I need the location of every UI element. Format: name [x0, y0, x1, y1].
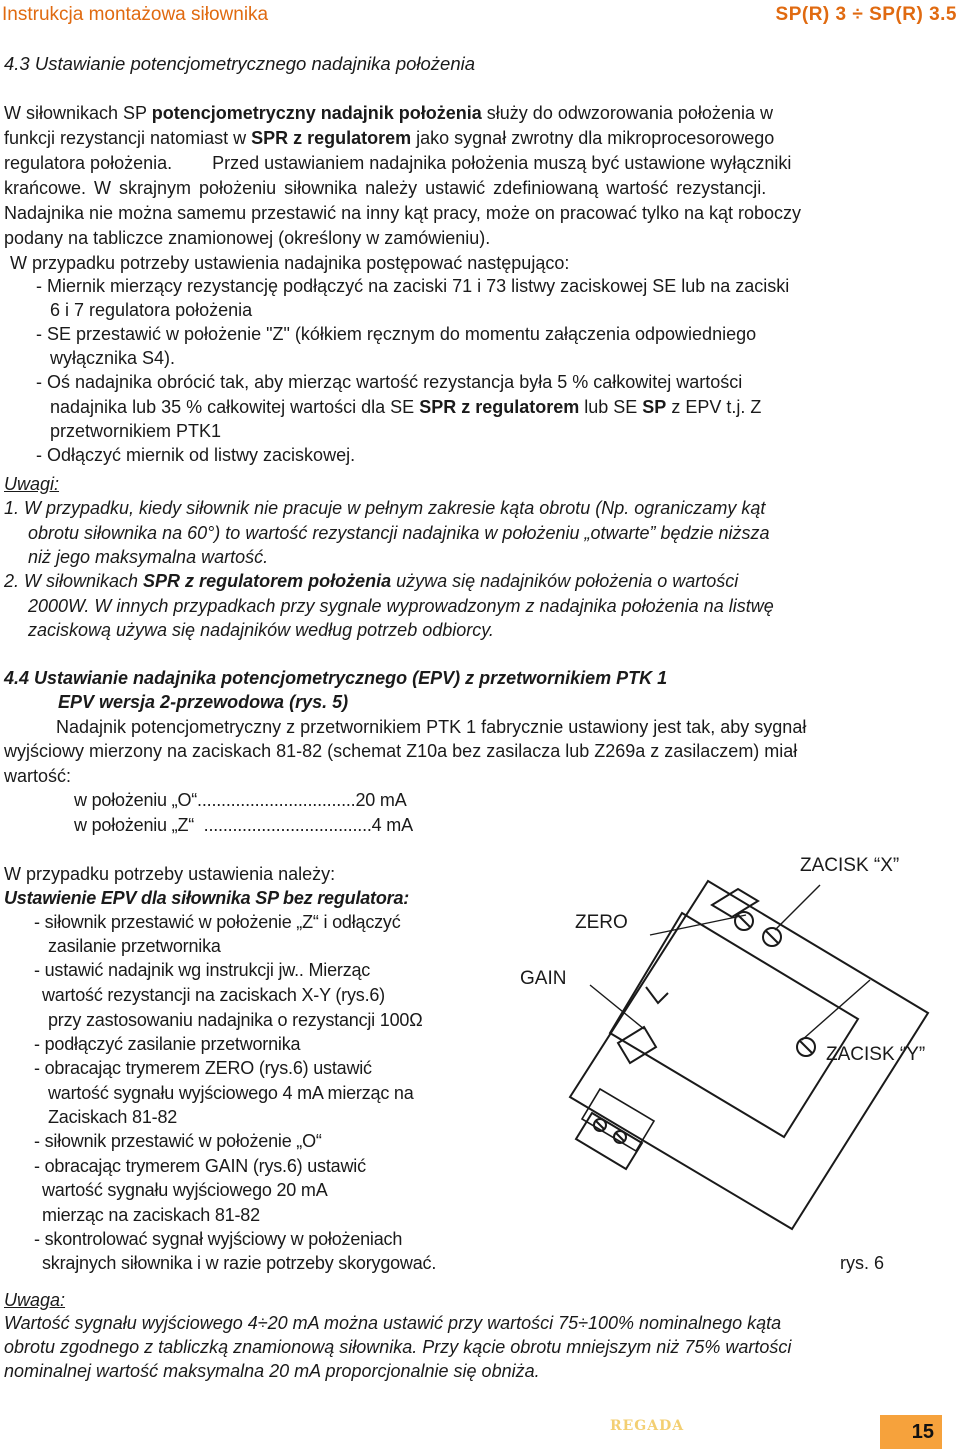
text: z EPV t.j. Z — [666, 397, 762, 417]
page-header — [0, 0, 960, 30]
epv-step-7: - skontrolować sygnał wyjściowy w położeniach — [34, 1229, 403, 1249]
uwaga-line-3: nominalnej wartość maksymalna 20 mA proporcjonalnie się obniża. — [4, 1361, 540, 1381]
bold-text: SPR z regulatorem — [419, 397, 580, 417]
uwagi-line-3: niż jego maksymalna wartość. — [28, 547, 269, 567]
epv-step-1b: zasilanie przetwornika — [48, 936, 221, 956]
s43-step-1: - Miernik mierzący rezystancję podłączyć na zaciski 71 i 73 listwy zaciskowej SE lub na zaciski — [36, 276, 790, 296]
figure-caption: rys. 6 — [840, 1253, 885, 1273]
bold-text: SP — [642, 397, 667, 417]
s44-p1-line-1: Nadajnik potencjometryczny z przetwornikiem PTK 1 fabrycznie ustawiony jest tak, aby sygnał — [56, 717, 807, 737]
header-model: SP(R) 3 ÷ SP(R) 3.5 — [775, 4, 957, 25]
s43-p1-line-2 — [4, 128, 774, 149]
text: lub SE — [579, 397, 643, 417]
s43-p1-line-3: regulatora położenia. Przed ustawianiem nadajnika położenia muszą być ustawione wyłączniki — [4, 153, 792, 173]
s43-intro: W przypadku potrzeby ustawienia nadajnika postępować następująco: — [10, 253, 570, 273]
gain-label: GAIN — [520, 968, 567, 989]
s43-step-2: - SE przestawić w położenie "Z" (kółkiem ręcznym do momentu załączenia odpowiedniego — [36, 324, 757, 344]
epv-step-5: - siłownik przestawić w położenie „O“ — [34, 1131, 322, 1151]
pos-o-value: w położeniu „O“.................................20 mA — [74, 790, 407, 810]
epv-step-6b: wartość sygnału wyjściowego 20 mA — [42, 1180, 328, 1200]
epv-step-6: - obracając trymerem GAIN (rys.6) ustawić — [34, 1156, 366, 1176]
uwaga-line-2: obrotu zgodnego z tabliczką znamionową siłownika. Przy kącie obrotu mniejszym niż 75% wartości — [4, 1337, 792, 1357]
uwagi-line-1: 1. W przypadku, kiedy siłownik nie pracuje w pełnym zakresie kąta obrotu (Np. ograniczamy kąt — [4, 498, 766, 518]
s43-step-3b — [50, 397, 761, 418]
pos-z-value: w położeniu „Z“ ...................................4 mA — [74, 815, 413, 835]
zero-label: ZERO — [575, 912, 628, 933]
s43-p1-line-6: podany na tabliczce znamionowej (określony w zamówieniu). — [4, 228, 491, 248]
epv-step-2b: wartość rezystancji na zaciskach X-Y (rys.6) — [42, 985, 385, 1005]
text: 2. W siłownikach — [4, 571, 144, 591]
uwaga-label: Uwaga: — [4, 1290, 66, 1310]
section-4-4-subtitle: EPV wersja 2-przewodowa (rys. 5) — [58, 692, 349, 712]
epv-step-4: - obracając trymerem ZERO (rys.6) ustawić — [34, 1058, 372, 1078]
s43-p1-line-5: Nadajnika nie można samemu przestawić na inny kąt pracy, może on pracować tylko na kąt roboczy — [4, 203, 802, 223]
text: używa się nadajników położenia o wartości — [391, 571, 739, 591]
section-4-4-title: 4.4 Ustawianie nadajnika potencjometrycznego (EPV) z przetwornikiem PTK 1 — [4, 668, 668, 688]
epv-step-3: - podłączyć zasilanie przetwornika — [34, 1034, 301, 1054]
zacisk-x-label: ZACISK “X” — [800, 855, 900, 876]
uwagi-line-5: 2000W. W innych przypadkach przy sygnale wyprowadzonym z nadajnika położenia na listwę — [28, 596, 774, 616]
s43-step-2b: wyłącznika S4). — [50, 348, 176, 368]
uwaga-line-1: Wartość sygnału wyjściowego 4÷20 mA można ustawić przy wartości 75÷100% nominalnego kąta — [4, 1313, 782, 1333]
text: funkcji rezystancji natomiast w — [4, 128, 252, 148]
s44-p1-line-3: wartość: — [4, 766, 72, 786]
page-number: 15 — [911, 1421, 934, 1443]
s43-step-3: - Oś nadajnika obrócić tak, aby mierząc wartość rezystancja była 5 % całkowitej wartości — [36, 372, 743, 392]
s43-p1-line-1 — [4, 103, 773, 124]
header-title: Instrukcja montażowa siłownika — [2, 4, 269, 25]
uwagi-line-4 — [4, 571, 738, 592]
sub-title: Ustawienie EPV dla siłownika SP bez regulatora: — [4, 888, 410, 908]
epv-step-1: - siłownik przestawić w położenie „Z“ i odłączyć — [34, 912, 401, 932]
s44-p1-line-2: wyjściowy mierzony na zaciskach 81-82 (schemat Z10a bez zasilacza lub Z269a z zasilaczem) miał — [4, 741, 798, 761]
text: jako sygnał zwrotny dla mikroprocesorowego — [411, 128, 775, 148]
regada-logo: REGADA — [610, 1418, 685, 1434]
epv-step-6c: mierząc na zaciskach 81-82 — [42, 1205, 260, 1225]
s43-p1-line-4: krańcowe. W skrajnym położeniu siłownika należy ustawić zdefiniowaną wartość rezystancji. — [4, 178, 767, 198]
epv-step-2c: przy zastosowaniu nadajnika o rezystancji 100Ω — [48, 1010, 423, 1030]
epv-step-2: - ustawić nadajnik wg instrukcji jw.. Mierząc — [34, 960, 371, 980]
uwagi-line-6: zaciskową używa się nadajników według potrzeb odbiorcy. — [28, 620, 494, 640]
bold-text: SPR z regulatorem — [251, 128, 412, 148]
epv-step-4b: wartość sygnału wyjściowego 4 mA mierząc na — [48, 1083, 414, 1103]
epv-step-4c: Zaciskach 81-82 — [48, 1107, 178, 1127]
section-4-3-title: 4.3 Ustawianie potencjometrycznego nadajnika położenia — [4, 53, 476, 74]
s43-step-4: - Odłączyć miernik od listwy zaciskowej. — [36, 445, 356, 465]
uwagi-label: Uwagi: — [4, 474, 60, 494]
zacisk-y-label: ZACISK “Y” — [826, 1044, 926, 1065]
bold-text: potencjometryczny nadajnik położenia — [151, 103, 482, 123]
need-line: W przypadku potrzeby ustawienia należy: — [4, 864, 336, 884]
s43-step-3c: przetwornikiem PTK1 — [50, 421, 222, 441]
epv-step-7b: skrajnych siłownika i w razie potrzeby skorygować. — [42, 1253, 437, 1273]
text: nadajnika lub 35 % całkowitej wartości dla SE — [50, 397, 420, 417]
uwagi-line-2: obrotu siłownika na 60°) to wartość rezystancji nadajnika w położeniu „otwarte” będzie niższa — [28, 523, 770, 543]
bold-text: SPR z regulatorem położenia — [143, 571, 392, 591]
page-number-box — [880, 1415, 942, 1449]
text: W siłownikach SP — [4, 103, 152, 123]
s43-step-1b: 6 i 7 regulatora położenia — [50, 300, 253, 320]
text: służy do odwzorowania położenia w — [481, 103, 773, 123]
